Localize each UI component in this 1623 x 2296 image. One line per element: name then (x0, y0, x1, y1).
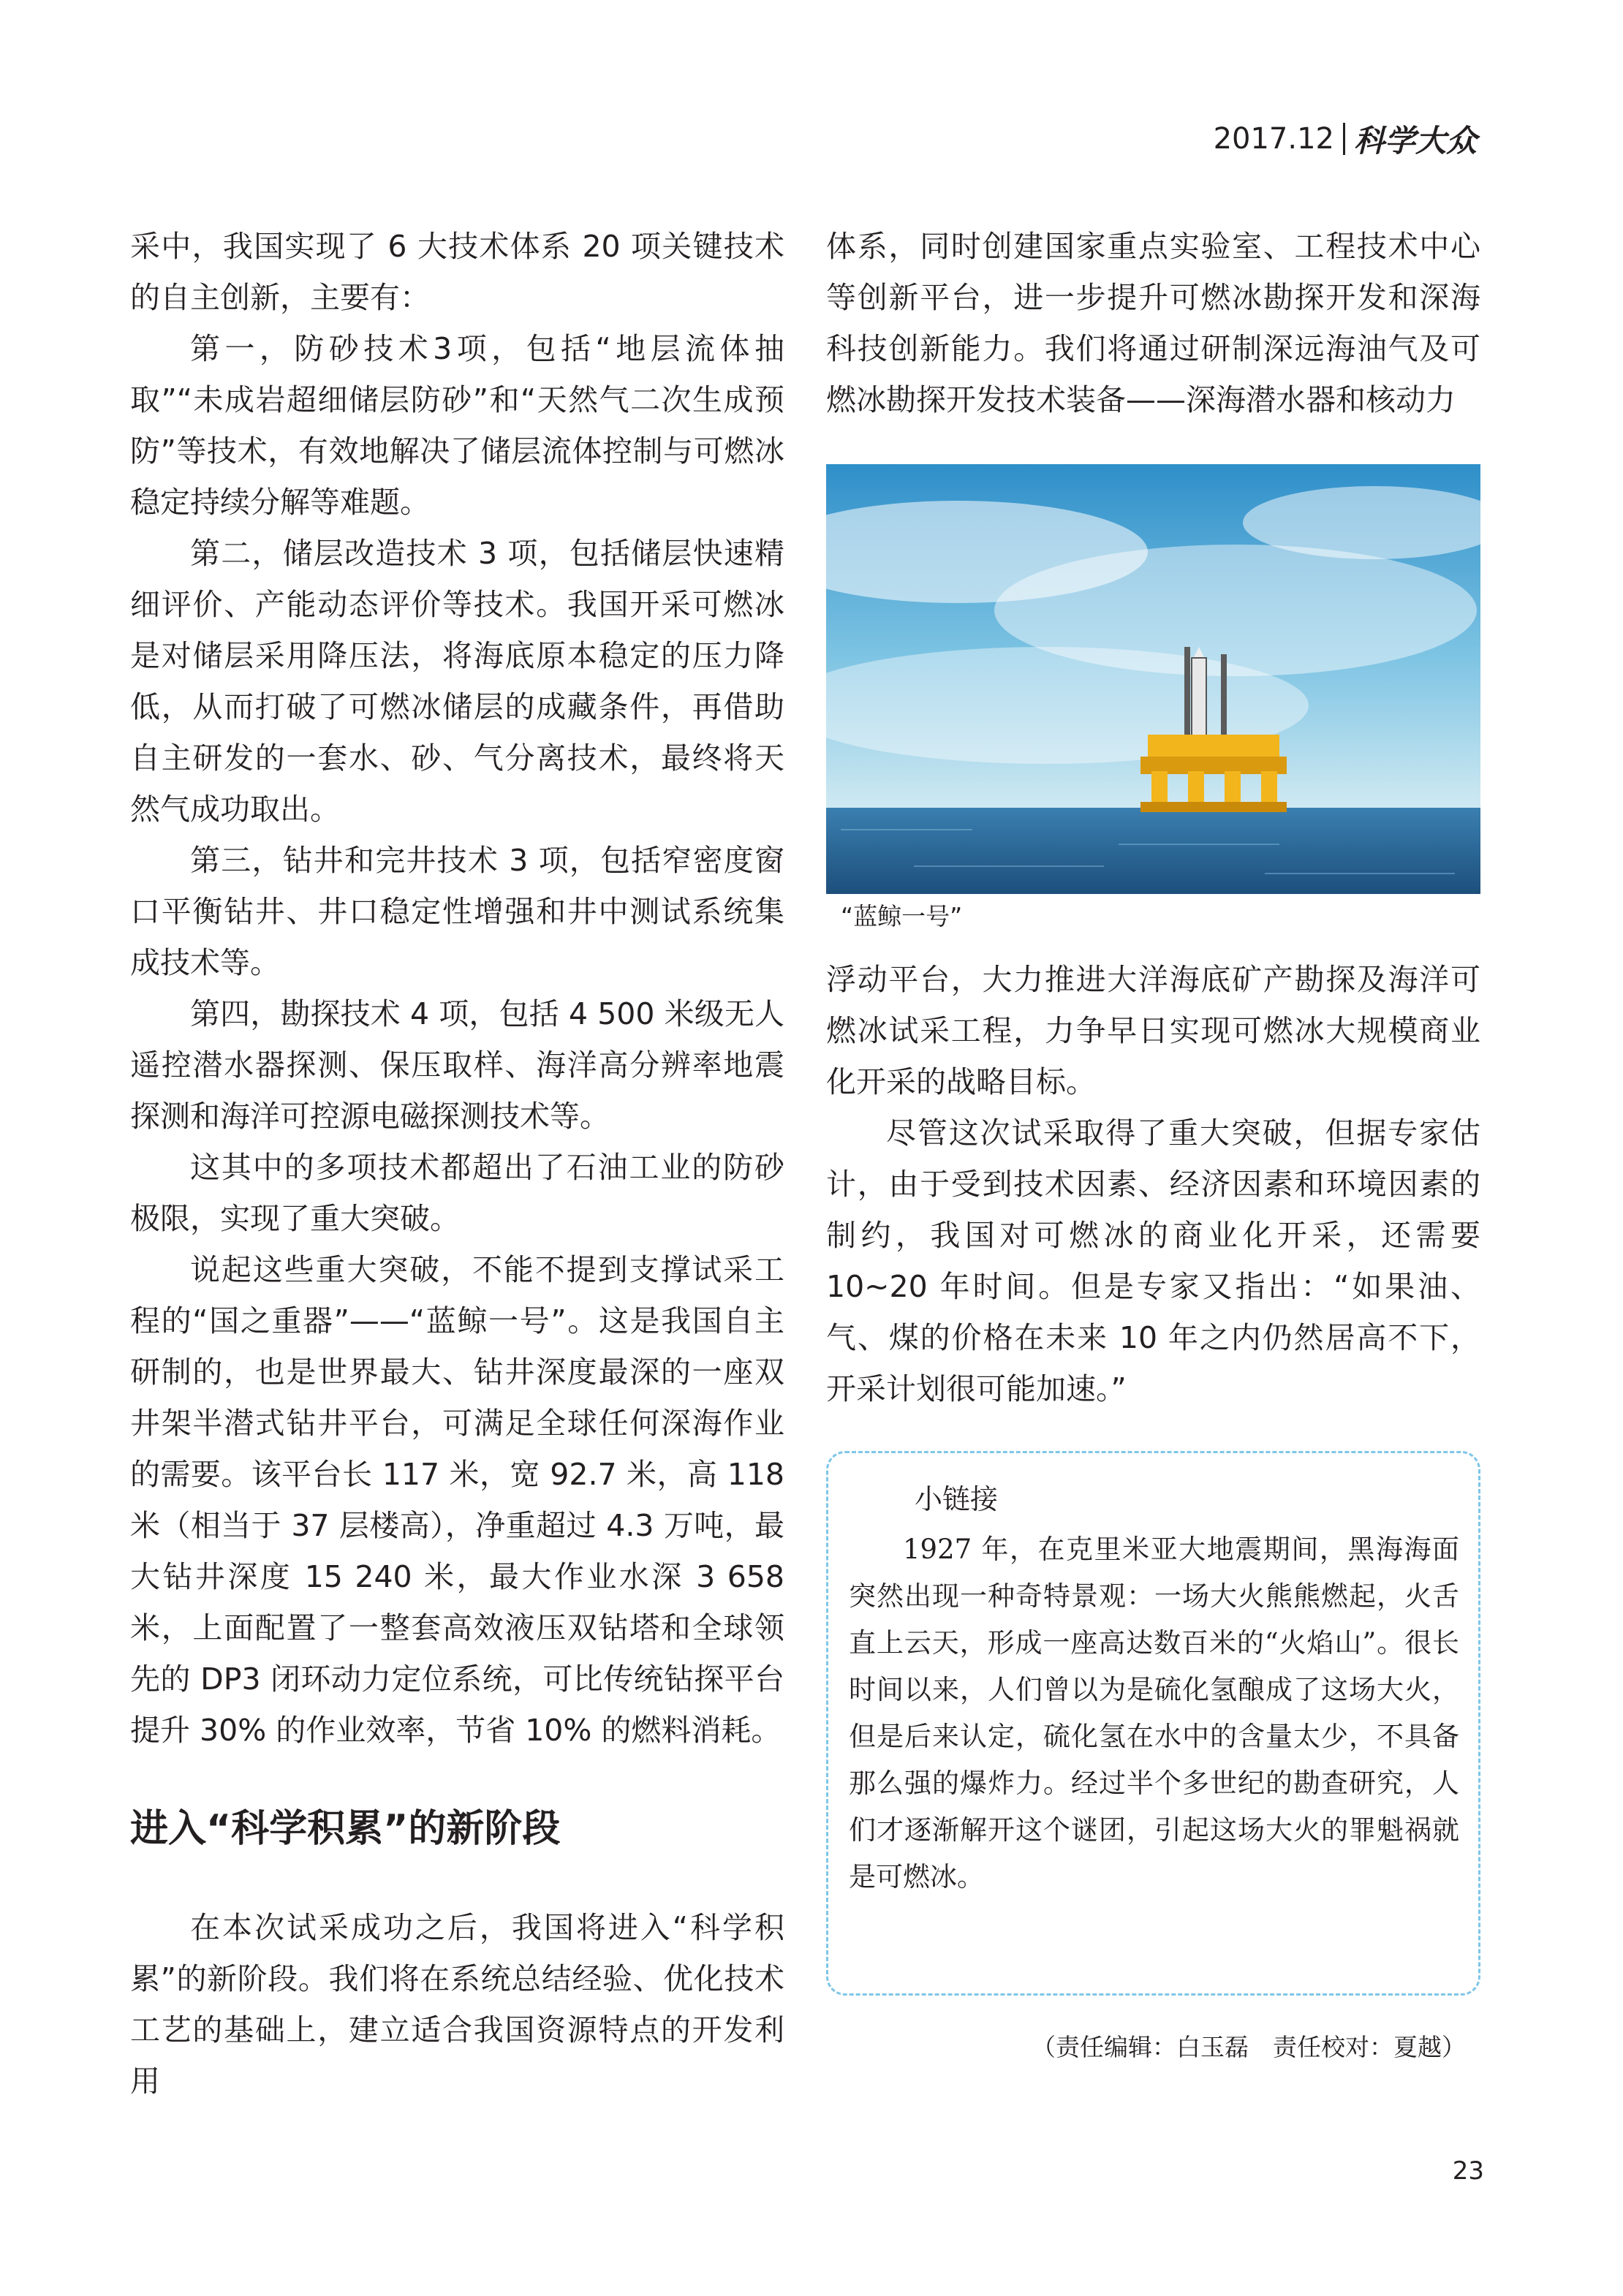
paragraph: 说起这些重大突破，不能不提到支撑试采工程的“国之重器”——“蓝鲸一号”。这是我国自主研制的，也是世界最大、钻井深度最深的一座双井架半潜式钻井平台，可满足全球任何深海作业的需要。该平台长 117 米，宽 92.7 米，高 118 米（相当于 37 层楼高），净重超过 4.3 万吨，最大钻井深度 15 240 米，最大作业水深 3 658 米，上面配置了一整套高效液压双钻塔和全球领先的 DP3 闭环动力定位系统，可比传统钻探平台提升 30% 的作业效率，节省 10% 的燃料消耗。 (130, 1252, 784, 1748)
paragraph: 采中，我国实现了 6 大技术体系 20 项关键技术的自主创新，主要有： (130, 229, 784, 315)
paragraph: 第三，钻井和完井技术 3 项，包括窄密度窗口平衡钻井、井口稳定性增强和井中测试系统集成技术等。 (130, 843, 784, 980)
paragraph: 第四，勘探技术 4 项，包括 4 500 米级无人遥控潜水器探测、保压取样、海洋高分辨率地震探测和海洋可控源电磁探测技术等。 (130, 996, 784, 1134)
editor-credit: （责任编辑：白玉磊 责任校对：夏越） (1032, 2033, 1466, 2061)
photo-caption: “蓝鲸一号” (841, 902, 963, 931)
right-column-bottom (826, 954, 1480, 1414)
sidebar-body: 1927 年，在克里米亚大地震期间，黑海海面突然出现一种奇特景观：一场大火熊熊燃起，火舌直上云天，形成一座高达数百米的“火焰山”。很长时间以来，人们曾以为是硫化氢酿成了这场大火，但是后来认定，硫化氢在水中的含量太少，不具备那么强的爆炸力。经过半个多世纪的勘查研究，人们才逐渐解开这个谜团，引起这场大火的罪魁祸就是可燃冰。 (849, 1534, 1459, 1893)
magazine-logo: 科学大众 (1353, 123, 1477, 159)
sidebar-title: 小链接 (915, 1483, 999, 1515)
paragraph: 第一，防砂技术3项，包括“地层流体抽取”“未成岩超细储层防砂”和“天然气二次生成预防”等技术，有效地解决了储层流体控制与可燃冰稳定持续分解等难题。 (130, 331, 784, 520)
drilling-platform-photo (826, 464, 1480, 894)
paragraph: 这其中的多项技术都超出了石油工业的防砂极限，实现了重大突破。 (130, 1150, 784, 1236)
paragraph: 体系，同时创建国家重点实验室、工程技术中心等创新平台，进一步提升可燃冰勘探开发和深海科技创新能力。我们将通过研制深远海油气及可燃冰勘探开发技术装备——深海潜水器和核动力 (826, 229, 1480, 417)
left-column (130, 221, 784, 2107)
paragraph: 浮动平台，大力推进大洋海底矿产勘探及海洋可燃冰试采工程，力争早日实现可燃冰大规模商业化开采的战略目标。 (826, 962, 1480, 1099)
paragraph: 尽管这次试采取得了重大突破，但据专家估计，由于受到技术因素、经济因素和环境因素的制约，我国对可燃冰的商业化开采，还需要 10~20 年时间。但是专家又指出：“如果油、气、煤的价格在未来 10 年之内仍然居高不下，开采计划很可能加速。” (826, 1115, 1480, 1406)
sidebar-box (826, 1451, 1480, 1996)
header-divider (1343, 123, 1345, 155)
paragraph: 第二，储层改造技术 3 项，包括储层快速精细评价、产能动态评价等技术。我国开采可燃冰是对储层采用降压法，将海底原本稳定的压力降低，从而打破了可燃冰储层的成藏条件，再借助自主研发的一套水、砂、气分离技术，最终将天然气成功取出。 (130, 536, 784, 827)
page-number: 23 (1452, 2156, 1484, 2186)
paragraph: 在本次试采成功之后，我国将进入“科学积累”的新阶段。我们将在系统总结经验、优化技术工艺的基础上，建立适合我国资源特点的开发利用 (130, 1910, 784, 2099)
section-heading: 进入“科学积累”的新阶段 (130, 1807, 561, 1851)
issue-date: 2017.12 (1213, 122, 1334, 156)
right-column-top (826, 221, 1480, 425)
page-header (1214, 117, 1477, 161)
